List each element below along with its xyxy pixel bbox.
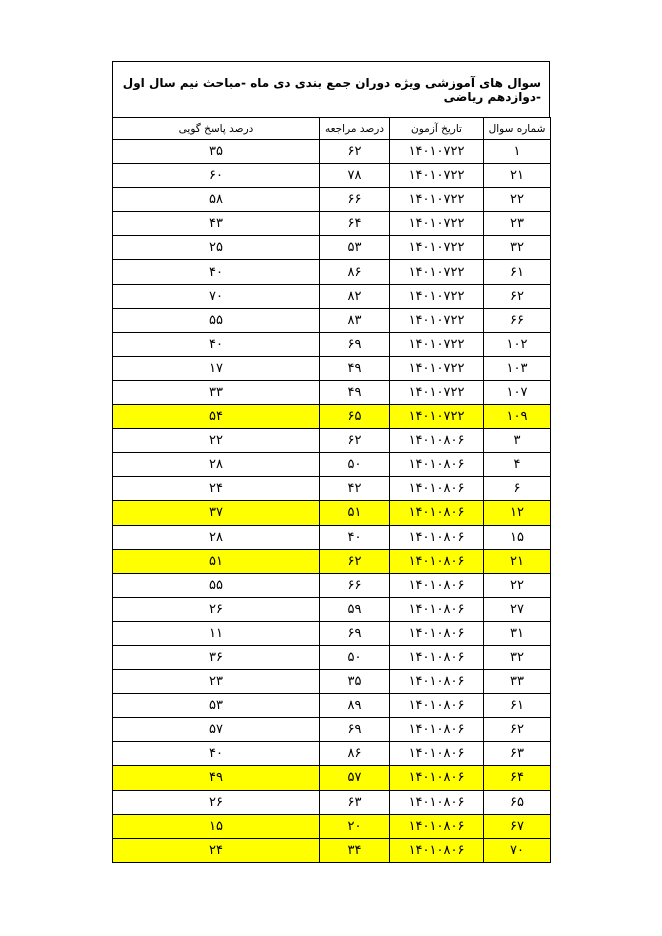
table-title-box <box>112 61 550 117</box>
cell-question-number: ۱۲ <box>484 501 551 525</box>
cell-answer-percent: ۴۰ <box>113 742 320 766</box>
cell-question-number: ۳۱ <box>484 621 551 645</box>
table-row <box>113 380 551 404</box>
cell-reference-percent: ۴۰ <box>320 525 390 549</box>
table-row <box>113 308 551 332</box>
cell-reference-percent: ۶۲ <box>320 429 390 453</box>
table-row <box>113 188 551 212</box>
cell-answer-percent: ۳۵ <box>113 140 320 164</box>
cell-exam-date: ۱۴۰۱۰۸۰۶ <box>390 790 484 814</box>
cell-reference-percent: ۸۹ <box>320 694 390 718</box>
cell-exam-date: ۱۴۰۱۰۷۲۲ <box>390 380 484 404</box>
cell-question-number: ۶۱ <box>484 260 551 284</box>
cell-reference-percent: ۶۴ <box>320 212 390 236</box>
table-row <box>113 525 551 549</box>
cell-answer-percent: ۲۴ <box>113 477 320 501</box>
cell-answer-percent: ۶۰ <box>113 164 320 188</box>
cell-question-number: ۶۳ <box>484 742 551 766</box>
cell-reference-percent: ۴۹ <box>320 356 390 380</box>
cell-question-number: ۶۲ <box>484 718 551 742</box>
cell-question-number: ۱۰۹ <box>484 405 551 429</box>
cell-exam-date: ۱۴۰۱۰۷۲۲ <box>390 140 484 164</box>
cell-reference-percent: ۸۶ <box>320 742 390 766</box>
cell-exam-date: ۱۴۰۱۰۷۲۲ <box>390 284 484 308</box>
cell-question-number: ۱۵ <box>484 525 551 549</box>
cell-exam-date: ۱۴۰۱۰۷۲۲ <box>390 164 484 188</box>
cell-exam-date: ۱۴۰۱۰۷۲۲ <box>390 356 484 380</box>
table-row <box>113 164 551 188</box>
table-row <box>113 260 551 284</box>
cell-answer-percent: ۴۹ <box>113 766 320 790</box>
table-row <box>113 453 551 477</box>
cell-question-number: ۶۷ <box>484 814 551 838</box>
cell-answer-percent: ۲۸ <box>113 525 320 549</box>
cell-answer-percent: ۱۱ <box>113 621 320 645</box>
questions-table <box>112 117 551 863</box>
cell-exam-date: ۱۴۰۱۰۷۲۲ <box>390 212 484 236</box>
cell-reference-percent: ۸۲ <box>320 284 390 308</box>
cell-answer-percent: ۴۰ <box>113 332 320 356</box>
cell-answer-percent: ۵۳ <box>113 694 320 718</box>
cell-exam-date: ۱۴۰۱۰۸۰۶ <box>390 694 484 718</box>
cell-answer-percent: ۳۷ <box>113 501 320 525</box>
cell-reference-percent: ۶۹ <box>320 621 390 645</box>
cell-question-number: ۶۴ <box>484 766 551 790</box>
cell-answer-percent: ۵۵ <box>113 573 320 597</box>
cell-answer-percent: ۲۶ <box>113 597 320 621</box>
cell-answer-percent: ۵۷ <box>113 718 320 742</box>
cell-answer-percent: ۲۳ <box>113 670 320 694</box>
document-sheet <box>112 61 550 863</box>
cell-answer-percent: ۵۴ <box>113 405 320 429</box>
header-answer-percent: درصد پاسخ گویی <box>113 118 320 140</box>
cell-exam-date: ۱۴۰۱۰۸۰۶ <box>390 549 484 573</box>
table-row <box>113 477 551 501</box>
table-row <box>113 405 551 429</box>
cell-exam-date: ۱۴۰۱۰۸۰۶ <box>390 501 484 525</box>
cell-question-number: ۳ <box>484 429 551 453</box>
header-row <box>113 118 551 140</box>
table-body <box>113 140 551 863</box>
table-row <box>113 597 551 621</box>
cell-exam-date: ۱۴۰۱۰۷۲۲ <box>390 308 484 332</box>
cell-reference-percent: ۵۳ <box>320 236 390 260</box>
table-row <box>113 621 551 645</box>
cell-question-number: ۲۱ <box>484 549 551 573</box>
header-question-number: شماره سوال <box>484 118 551 140</box>
cell-exam-date: ۱۴۰۱۰۷۲۲ <box>390 188 484 212</box>
cell-answer-percent: ۴۰ <box>113 260 320 284</box>
cell-question-number: ۱۰۷ <box>484 380 551 404</box>
cell-answer-percent: ۴۳ <box>113 212 320 236</box>
table-row <box>113 742 551 766</box>
cell-reference-percent: ۲۰ <box>320 814 390 838</box>
cell-question-number: ۱۰۳ <box>484 356 551 380</box>
table-row <box>113 332 551 356</box>
cell-answer-percent: ۲۴ <box>113 838 320 862</box>
cell-exam-date: ۱۴۰۱۰۸۰۶ <box>390 645 484 669</box>
table-row <box>113 718 551 742</box>
cell-question-number: ۶۱ <box>484 694 551 718</box>
cell-reference-percent: ۷۸ <box>320 164 390 188</box>
cell-exam-date: ۱۴۰۱۰۸۰۶ <box>390 718 484 742</box>
cell-answer-percent: ۲۲ <box>113 429 320 453</box>
cell-exam-date: ۱۴۰۱۰۸۰۶ <box>390 429 484 453</box>
cell-exam-date: ۱۴۰۱۰۸۰۶ <box>390 621 484 645</box>
cell-exam-date: ۱۴۰۱۰۷۲۲ <box>390 236 484 260</box>
cell-reference-percent: ۶۲ <box>320 140 390 164</box>
table-row <box>113 790 551 814</box>
cell-answer-percent: ۲۶ <box>113 790 320 814</box>
cell-answer-percent: ۵۱ <box>113 549 320 573</box>
cell-reference-percent: ۸۶ <box>320 260 390 284</box>
cell-reference-percent: ۴۹ <box>320 380 390 404</box>
table-row <box>113 670 551 694</box>
cell-answer-percent: ۳۶ <box>113 645 320 669</box>
cell-reference-percent: ۶۲ <box>320 549 390 573</box>
cell-answer-percent: ۵۸ <box>113 188 320 212</box>
cell-question-number: ۳۲ <box>484 236 551 260</box>
cell-reference-percent: ۵۷ <box>320 766 390 790</box>
table-row <box>113 140 551 164</box>
cell-exam-date: ۱۴۰۱۰۸۰۶ <box>390 838 484 862</box>
table-row <box>113 573 551 597</box>
table-row <box>113 212 551 236</box>
cell-answer-percent: ۱۵ <box>113 814 320 838</box>
cell-exam-date: ۱۴۰۱۰۸۰۶ <box>390 814 484 838</box>
cell-question-number: ۲۳ <box>484 212 551 236</box>
table-row <box>113 501 551 525</box>
header-exam-date: تاریخ آزمون <box>390 118 484 140</box>
table-row <box>113 838 551 862</box>
cell-question-number: ۶۵ <box>484 790 551 814</box>
cell-question-number: ۶۶ <box>484 308 551 332</box>
cell-exam-date: ۱۴۰۱۰۸۰۶ <box>390 742 484 766</box>
cell-exam-date: ۱۴۰۱۰۸۰۶ <box>390 766 484 790</box>
cell-reference-percent: ۵۰ <box>320 453 390 477</box>
cell-exam-date: ۱۴۰۱۰۸۰۶ <box>390 597 484 621</box>
cell-question-number: ۳۳ <box>484 670 551 694</box>
cell-exam-date: ۱۴۰۱۰۸۰۶ <box>390 573 484 597</box>
cell-reference-percent: ۳۴ <box>320 838 390 862</box>
cell-reference-percent: ۵۹ <box>320 597 390 621</box>
cell-exam-date: ۱۴۰۱۰۸۰۶ <box>390 453 484 477</box>
cell-reference-percent: ۶۶ <box>320 188 390 212</box>
cell-question-number: ۳۲ <box>484 645 551 669</box>
table-title: سوال های آموزشی ویژه دوران جمع بندی دی ماه -مباحث نیم سال اول -دوازدهم ریاضی <box>122 75 541 104</box>
cell-question-number: ۷۰ <box>484 838 551 862</box>
cell-question-number: ۲۷ <box>484 597 551 621</box>
cell-exam-date: ۱۴۰۱۰۷۲۲ <box>390 332 484 356</box>
cell-reference-percent: ۶۹ <box>320 332 390 356</box>
cell-exam-date: ۱۴۰۱۰۷۲۲ <box>390 260 484 284</box>
cell-reference-percent: ۴۲ <box>320 477 390 501</box>
cell-exam-date: ۱۴۰۱۰۸۰۶ <box>390 670 484 694</box>
table-row <box>113 549 551 573</box>
table-row <box>113 645 551 669</box>
cell-reference-percent: ۶۹ <box>320 718 390 742</box>
cell-exam-date: ۱۴۰۱۰۸۰۶ <box>390 525 484 549</box>
cell-answer-percent: ۷۰ <box>113 284 320 308</box>
cell-exam-date: ۱۴۰۱۰۸۰۶ <box>390 477 484 501</box>
cell-answer-percent: ۳۳ <box>113 380 320 404</box>
header-reference-percent: درصد مراجعه <box>320 118 390 140</box>
cell-question-number: ۶ <box>484 477 551 501</box>
table-row <box>113 694 551 718</box>
cell-exam-date: ۱۴۰۱۰۷۲۲ <box>390 405 484 429</box>
table-row <box>113 356 551 380</box>
cell-reference-percent: ۵۰ <box>320 645 390 669</box>
cell-question-number: ۱۰۲ <box>484 332 551 356</box>
cell-question-number: ۱ <box>484 140 551 164</box>
table-row <box>113 284 551 308</box>
cell-reference-percent: ۳۵ <box>320 670 390 694</box>
table-row <box>113 766 551 790</box>
cell-reference-percent: ۸۳ <box>320 308 390 332</box>
cell-question-number: ۴ <box>484 453 551 477</box>
cell-reference-percent: ۶۳ <box>320 790 390 814</box>
cell-question-number: ۲۲ <box>484 188 551 212</box>
table-row <box>113 429 551 453</box>
cell-answer-percent: ۱۷ <box>113 356 320 380</box>
cell-question-number: ۶۲ <box>484 284 551 308</box>
table-row <box>113 814 551 838</box>
cell-reference-percent: ۶۶ <box>320 573 390 597</box>
cell-question-number: ۲۱ <box>484 164 551 188</box>
table-row <box>113 236 551 260</box>
cell-question-number: ۲۲ <box>484 573 551 597</box>
cell-answer-percent: ۲۵ <box>113 236 320 260</box>
cell-reference-percent: ۵۱ <box>320 501 390 525</box>
cell-answer-percent: ۵۵ <box>113 308 320 332</box>
cell-reference-percent: ۶۵ <box>320 405 390 429</box>
cell-answer-percent: ۲۸ <box>113 453 320 477</box>
